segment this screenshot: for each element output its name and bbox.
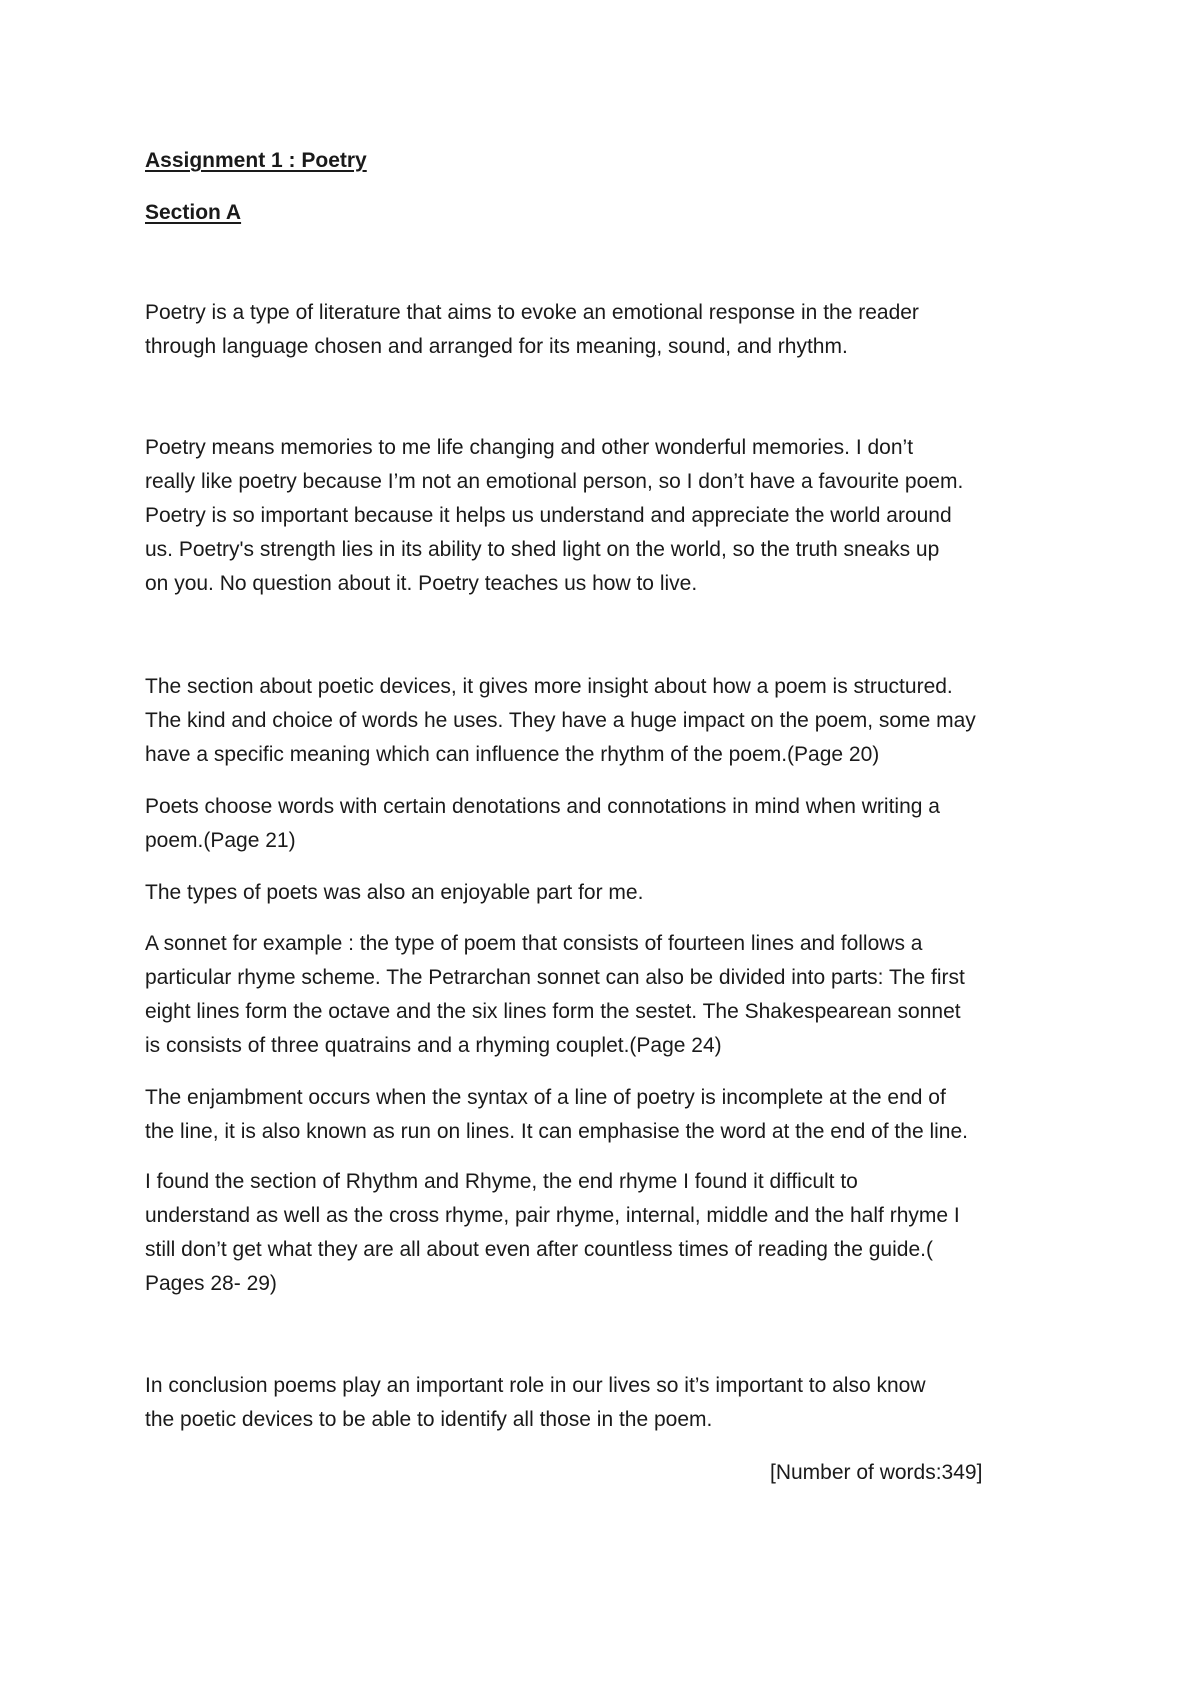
paragraph-definition bbox=[145, 296, 1080, 364]
paragraph-line: Poetry is a type of literature that aims to evoke an emotional response in the reader bbox=[145, 301, 919, 324]
paragraph-line: eight lines form the octave and the six lines form the sestet. The Shakespearean sonnet bbox=[145, 1000, 961, 1023]
paragraph-types-of-poets bbox=[145, 876, 1080, 910]
paragraph-conclusion bbox=[145, 1369, 1080, 1437]
paragraph-line: understand as well as the cross rhyme, pair rhyme, internal, middle and the half rhyme I bbox=[145, 1204, 960, 1227]
section-heading: Section A bbox=[145, 201, 242, 224]
paragraph-line: The types of poets was also an enjoyable part for me. bbox=[145, 881, 644, 904]
paragraph-line: still don’t get what they are all about even after countless times of reading the guide.( bbox=[145, 1238, 933, 1261]
paragraph-meaning bbox=[145, 431, 1080, 601]
word-count: [Number of words:349] bbox=[770, 1461, 983, 1484]
paragraph-sonnet bbox=[145, 927, 1080, 1063]
paragraph-line: the poetic devices to be able to identify all those in the poem. bbox=[145, 1408, 713, 1431]
paragraph-line: The kind and choice of words he uses. They have a huge impact on the poem, some may bbox=[145, 709, 976, 732]
paragraph-rhythm-rhyme bbox=[145, 1165, 1080, 1301]
paragraph-poetic-devices bbox=[145, 670, 1080, 772]
paragraph-line: A sonnet for example : the type of poem that consists of fourteen lines and follows a bbox=[145, 932, 923, 955]
paragraph-line: I found the section of Rhythm and Rhyme, the end rhyme I found it difficult to bbox=[145, 1170, 858, 1193]
paragraph-line: Poets choose words with certain denotations and connotations in mind when writing a bbox=[145, 795, 940, 818]
paragraph-line: In conclusion poems play an important role in our lives so it’s important to also know bbox=[145, 1374, 926, 1397]
paragraph-line: poem.(Page 21) bbox=[145, 829, 296, 852]
paragraph-word-choice bbox=[145, 790, 1080, 858]
paragraph-line: us. Poetry's strength lies in its ability to shed light on the world, so the truth sneaks up bbox=[145, 538, 940, 561]
paragraph-line: Pages 28- 29) bbox=[145, 1272, 277, 1295]
paragraph-line: The section about poetic devices, it gives more insight about how a poem is structured. bbox=[145, 675, 953, 698]
paragraph-line: have a specific meaning which can influence the rhythm of the poem.(Page 20) bbox=[145, 743, 880, 766]
paragraph-line: on you. No question about it. Poetry teaches us how to live. bbox=[145, 572, 698, 595]
paragraph-line: The enjambment occurs when the syntax of a line of poetry is incomplete at the end of bbox=[145, 1086, 946, 1109]
document-title: Assignment 1 : Poetry bbox=[145, 149, 367, 172]
paragraph-line: the line, it is also known as run on lines. It can emphasise the word at the end of the line. bbox=[145, 1120, 968, 1143]
paragraph-line: particular rhyme scheme. The Petrarchan sonnet can also be divided into parts: The first bbox=[145, 966, 965, 989]
paragraph-line: Poetry means memories to me life changing and other wonderful memories. I don’t bbox=[145, 436, 914, 459]
paragraph-line: is consists of three quatrains and a rhyming couplet.(Page 24) bbox=[145, 1034, 722, 1057]
paragraph-line: through language chosen and arranged for its meaning, sound, and rhythm. bbox=[145, 335, 848, 358]
paragraph-line: really like poetry because I’m not an emotional person, so I don’t have a favourite poem. bbox=[145, 470, 964, 493]
paragraph-enjambment bbox=[145, 1081, 1080, 1149]
paragraph-line: Poetry is so important because it helps us understand and appreciate the world around bbox=[145, 504, 952, 527]
